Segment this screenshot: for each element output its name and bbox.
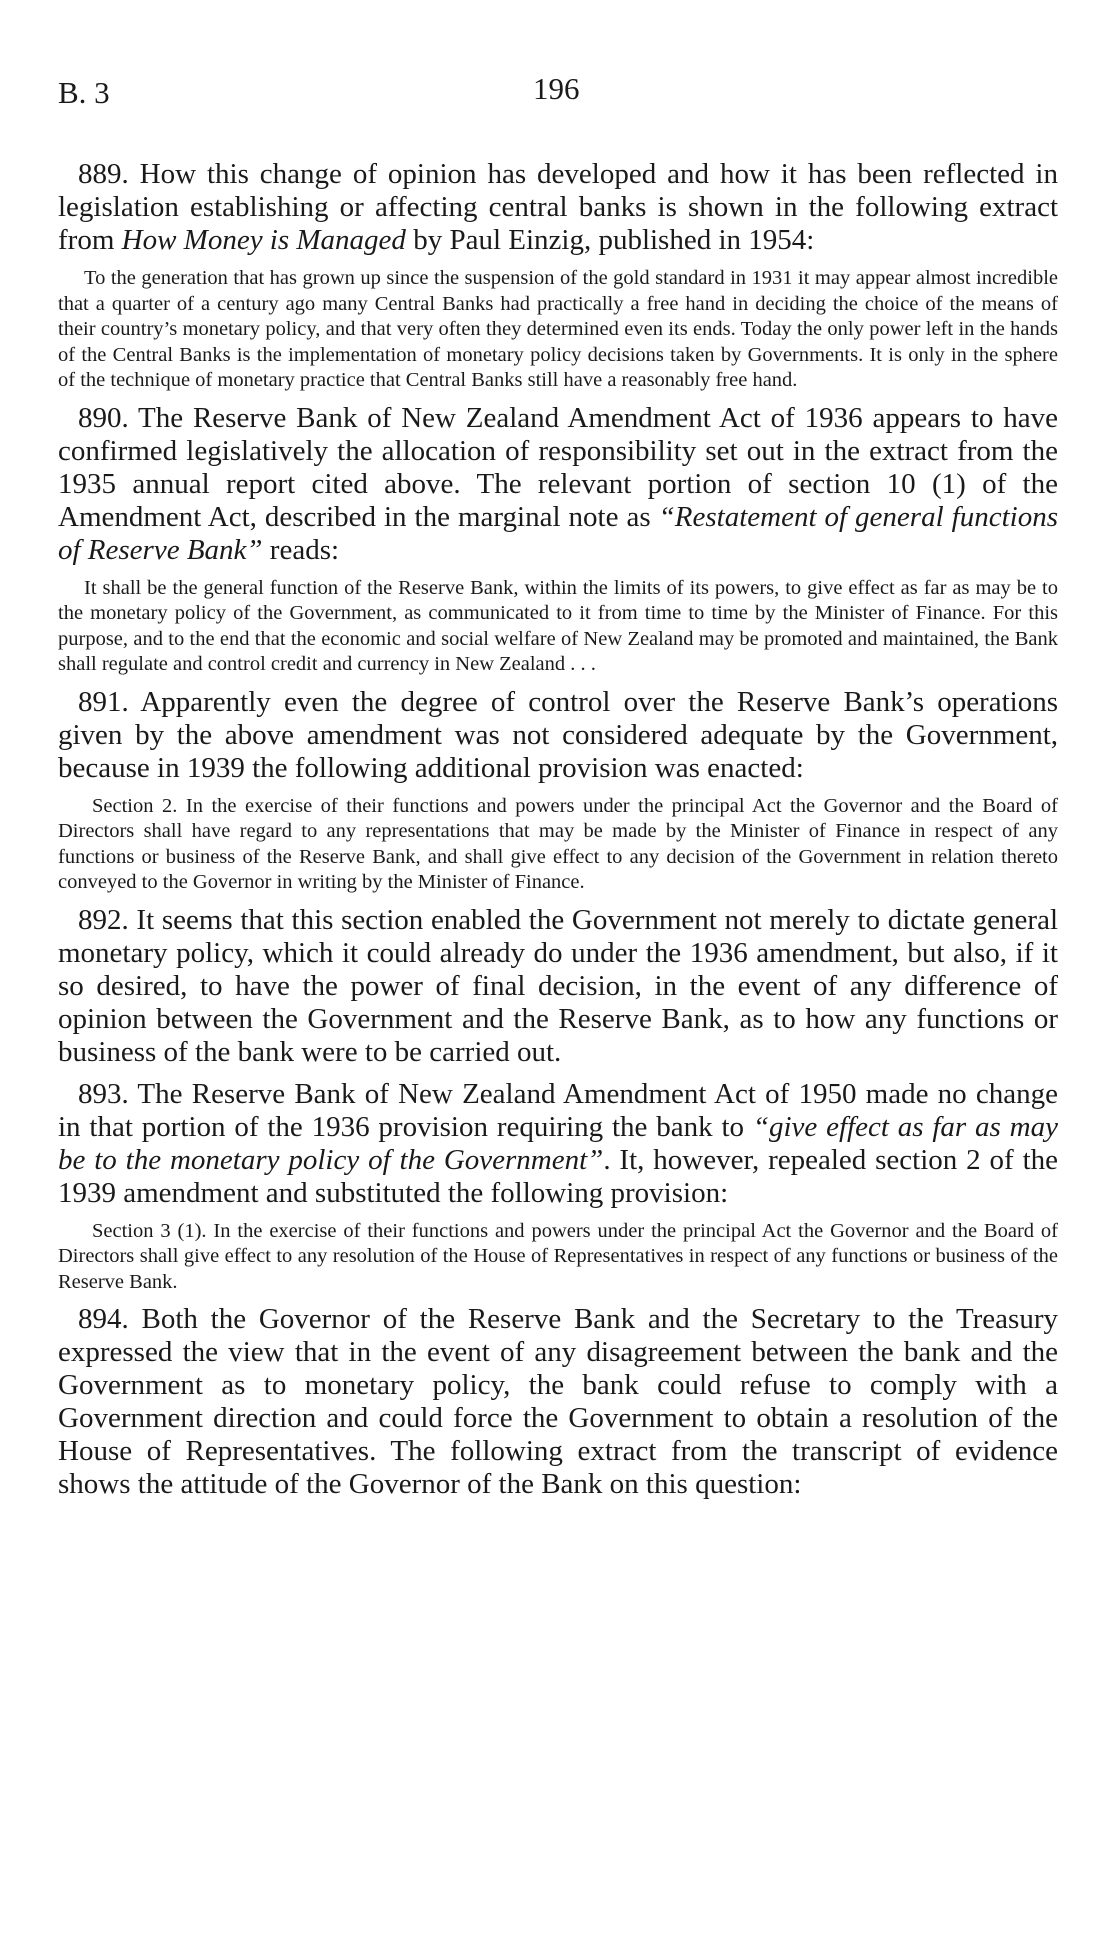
section-heading: Section 3 (1). [92, 1219, 207, 1242]
paragraph-893 [58, 1078, 1058, 1210]
paragraph-number: 891. [78, 685, 129, 718]
paragraph-894 [58, 1303, 1058, 1501]
quotation-section-3 [58, 1219, 1058, 1296]
quotation-text: It shall be the general function of the Reserve Bank, within the limits of its powers, to give effect as far as may be to the monetary policy of the Government, as communicated to it from time to time by the Minister of Finance. For this purpose, and to the end that the economic and social welfare of New Zealand may be promoted and maintained, the Bank shall regulate and control credit and currency in New Zealand . . . [58, 576, 1058, 675]
quotation-text: In the exercise of their functions and powers under the principal Act the Governor and the Board of Directors shall have regard to any representations that may be made by the Minister of Finance in respect of any functions or business of the Reserve Bank, and shall give effect to any decision of the Government in relation thereto conveyed to the Governor in writing by the Minister of Finance. [58, 794, 1058, 893]
paragraph-number: 894. [78, 1303, 129, 1335]
paragraph-890 [58, 402, 1058, 567]
book-title: How Money is Managed [121, 224, 406, 256]
paragraph-text: Apparently even the degree of control over the Reserve Bank’s operations given by the above amendment was not considered adequate by the Government, because in 1939 the following additional provision was enacted: [58, 685, 1058, 784]
paragraph-number: 892. [78, 903, 129, 936]
quotation-einzig [58, 266, 1058, 394]
section-heading: Section 2. [92, 794, 178, 817]
quotation-text: In the exercise of their functions and powers under the principal Act the Governor and the Board of Directors shall give effect to any resolution of the House of Representatives in respect of any functions or business of the Reserve Bank. [58, 1219, 1058, 1293]
paragraph-text: The Reserve Bank of New Zealand Amendment Act of 1950 made no change in that portion of the 1936 provision requiring the bank to [58, 1077, 1058, 1143]
paragraph-text: by Paul Einzig, published in 1954: [405, 224, 815, 256]
page-number: 196 [533, 71, 580, 106]
paragraph-891 [58, 686, 1058, 785]
paragraph-number: 889. [78, 158, 129, 190]
paragraph-889 [58, 158, 1058, 257]
paragraph-892 [58, 904, 1058, 1069]
document-reference: B. 3 [58, 75, 110, 110]
marginal-note: “Restatement of general functions of Reserve Bank” [58, 500, 1058, 566]
paragraph-text: reads: [262, 533, 340, 566]
document-page [58, 70, 1058, 1510]
quotation-text: To the generation that has grown up since the suspension of the gold standard in 1931 it may appear almost incredible that a quarter of a century ago many Central Banks had practically a free hand in deciding the choice of the means of their country’s monetary policy, and that very often they determined even its ends. Today the only power left in the hands of the Central Banks is the implementation of monetary policy decisions taken by Governments. It is only in the sphere of the technique of monetary practice that Central Banks still have a reasonably free hand. [58, 267, 1058, 391]
paragraph-text: How this change of opinion has developed and how it has been reflected in legislation establishing or affecting central banks is shown in the following extract from [58, 158, 1058, 256]
quotation-section-10 [58, 576, 1058, 678]
quotation-section-2 [58, 794, 1058, 896]
quoted-phrase: “give effect as far as may be to the monetary policy of the Government” [58, 1110, 1058, 1176]
paragraph-text: Both the Governor of the Reserve Bank and the Secretary to the Treasury expressed the view that in the event of any disagreement between the bank and the Government as to monetary policy, the bank could refuse to comply with a Government direction and could force the Government to obtain a resolution of the House of Representatives. The following extract from the transcript of evidence shows the attitude of the Governor of the Bank on this question: [58, 1303, 1058, 1500]
page-header [58, 70, 1058, 120]
paragraph-text: . It, however, repealed section 2 of the 1939 amendment and substituted the following provision: [58, 1143, 1058, 1209]
paragraph-text: It seems that this section enabled the Government not merely to dictate general monetary policy, which it could already do under the 1936 amendment, but also, if it so desired, to have the power of final decision, in the event of any difference of opinion between the Government and the Reserve Bank, as to how any functions or business of the bank were to be carried out. [58, 903, 1058, 1068]
paragraph-text: The Reserve Bank of New Zealand Amendment Act of 1936 appears to have confirmed legislatively the allocation of responsibility set out in the extract from the 1935 annual report cited above. The relevant portion of section 10 (1) of the Amendment Act, described in the marginal note as [58, 401, 1058, 533]
paragraph-number: 890. [78, 401, 129, 434]
paragraph-number: 893. [78, 1077, 129, 1110]
